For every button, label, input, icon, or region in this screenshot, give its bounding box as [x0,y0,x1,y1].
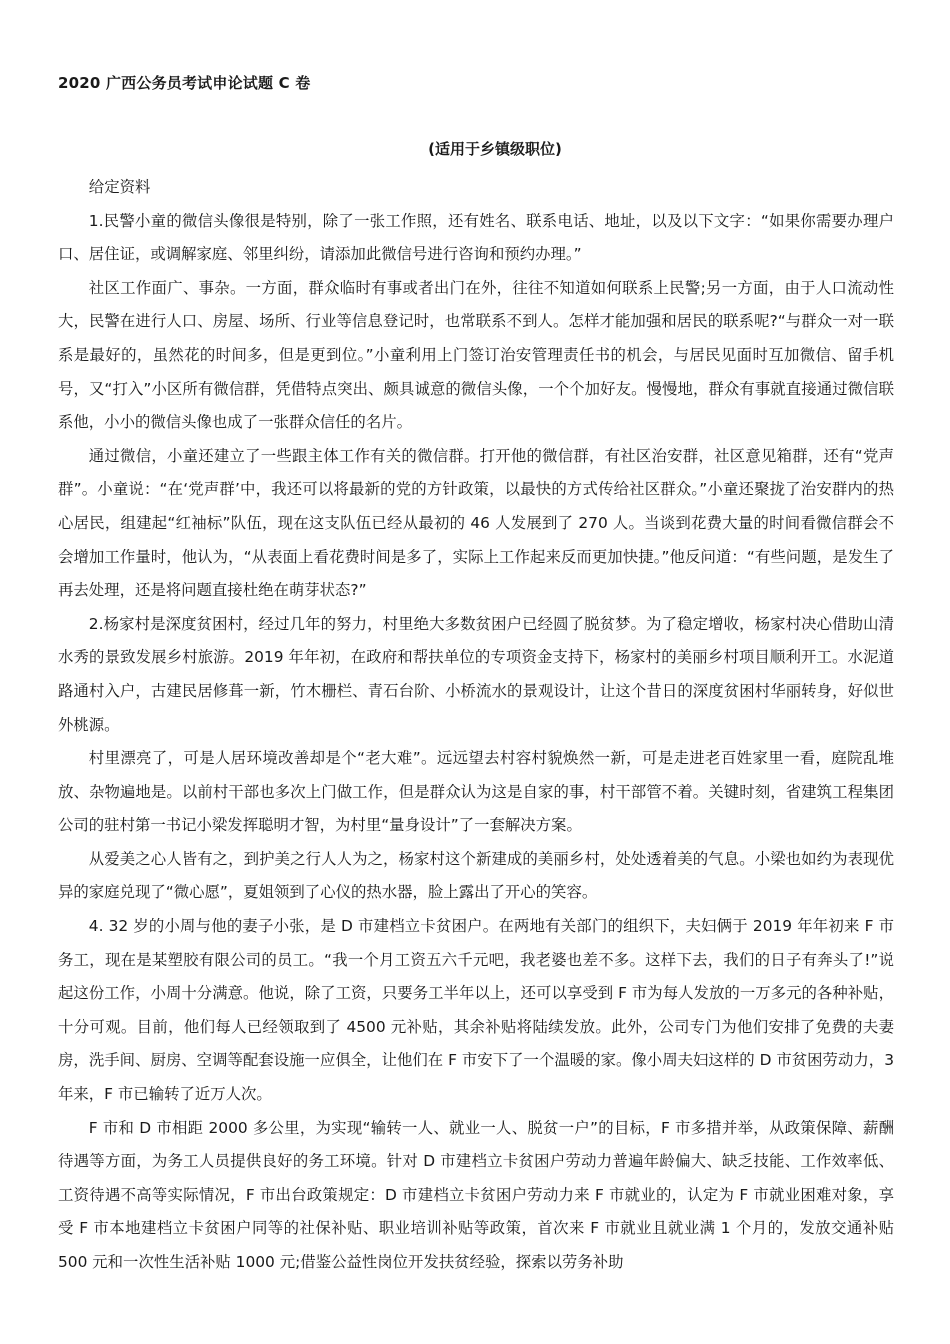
document-title: 2020 广西公务员考试申论试题 C 卷 [58,74,311,92]
paragraph: 社区工作面广、事杂。一方面，群众临时有事或者出门在外，往往不知道如何联系上民警;另一方面，由于人口流动性大，民警在进行人口、房屋、场所、行业等信息登记时，也常联系不到人。怎样才能加强和居民的联系呢?“与群众一对一联系是最好的，虽然花的时间多，但是更到位。”小童利用上门签订治安管理责任书的机会，与居民见面时互加微信、留手机号，又“打入”小区所有微信群，凭借特点突出、颇具诚意的微信头像，一个个加好友。慢慢地，群众有事就直接通过微信联系他，小小的微信头像也成了一张群众信任的名片。 [58,278,894,432]
paragraph: 通过微信，小童还建立了一些跟主体工作有关的微信群。打开他的微信群，有社区治安群，社区意见箱群，还有“党声群”。小童说：“在‘党声群’中，我还可以将最新的党的方针政策，以最快的方式传给社区群众。”小童还聚拢了治安群内的热心居民，组建起“红袖标”队伍，现在这支队伍已经从最初的 46 人发展到了 270 人。当谈到花费大量的时间看微信群会不会增加工作量时，他认为，“从表面上看花费时间是多了，实际上工作起来反而更加快捷。”他反问道：“有些问题，是发生了再去处理，还是将问题直接杜绝在萌芽状态?” [58,446,894,600]
paragraph: 村里漂亮了，可是人居环境改善却是个“老大难”。远远望去村容村貌焕然一新，可是走进老百姓家里一看，庭院乱堆放、杂物遍地是。以前村干部也多次上门做工作，但是群众认为这是自家的事，村干部管不着。关键时刻，省建筑工程集团公司的驻村第一书记小梁发挥聪明才智，为村里“量身设计”了一套解决方案。 [58,749,894,835]
document-body [58,171,894,1280]
paragraph: F 市和 D 市相距 2000 多公里，为实现“输转一人、就业一人、脱贫一户”的目标，F 市多措并举，从政策保障、薪酬待遇等方面，为务工人员提供良好的务工环境。针对 D 市建档立卡贫困户劳动力普遍年龄偏大、缺乏技能、工作效率低、工资待遇不高等实际情况，F 市出台政策规定：D 市建档立卡贫困户劳动力来 F 市就业的，认定为 F 市就业困难对象，享受 F 市本地建档立卡贫困户同等的社保补贴、职业培训补贴等政策，首次来 F 市就业且就业满 1 个月的，发放交通补贴 500 元和一次性生活补贴 1000 元;借鉴公益性岗位开发扶贫经验，探索以劳务补助 [58,1118,894,1271]
paragraph: 2.杨家村是深度贫困村，经过几年的努力，村里绝大多数贫困户已经圆了脱贫梦。为了稳定增收，杨家村决心借助山清水秀的景致发展乡村旅游。2019 年年初，在政府和帮扶单位的专项资金支持下，杨家村的美丽乡村项目顺利开工。水泥道路通村入户，古建民居修葺一新，竹木栅栏、青石台阶、小桥流水的景观设计，让这个昔日的深度贫困村华丽转身，好似世外桃源。 [58,614,894,734]
section-heading: 给定资料 [88,178,151,196]
paragraph: 4. 32 岁的小周与他的妻子小张，是 D 市建档立卡贫困户。在两地有关部门的组织下，夫妇俩于 2019 年年初来 F 市务工，现在是某塑胶有限公司的员工。“我一个月工资五六千元吧，我老婆也差不多。这样下去，我们的日子有奔头了!”说起这份工作，小周十分满意。他说，除了工资，只要务工半年以上，还可以享受到 F 市为每人发放的一万多元的各种补贴，十分可观。目前，他们每人已经领取到了 4500 元补贴，其余补贴将陆续发放。此外，公司专门为他们安排了免费的夫妻房，洗手间、厨房、空调等配套设施一应俱全，让他们在 F 市安下了一个温暖的家。像小周夫妇这样的 D 市贫困劳动力，3 年来，F 市已输转了近万人次。 [58,917,894,1104]
paragraph: 1.民警小童的微信头像很是特别，除了一张工作照，还有姓名、联系电话、地址，以及以下文字：“如果你需要办理户口、居住证，或调解家庭、邻里纠纷，请添加此微信号进行咨询和预约办理。” [58,211,894,264]
paragraph: 从爱美之心人皆有之，到护美之行人人为之，杨家村这个新建成的美丽乡村，处处透着美的气息。小梁也如约为表现优异的家庭兑现了“微心愿”，夏姐领到了心仪的热水器，脸上露出了开心的笑容。 [58,849,894,902]
document-subtitle: (适用于乡镇级职位) [428,140,562,158]
